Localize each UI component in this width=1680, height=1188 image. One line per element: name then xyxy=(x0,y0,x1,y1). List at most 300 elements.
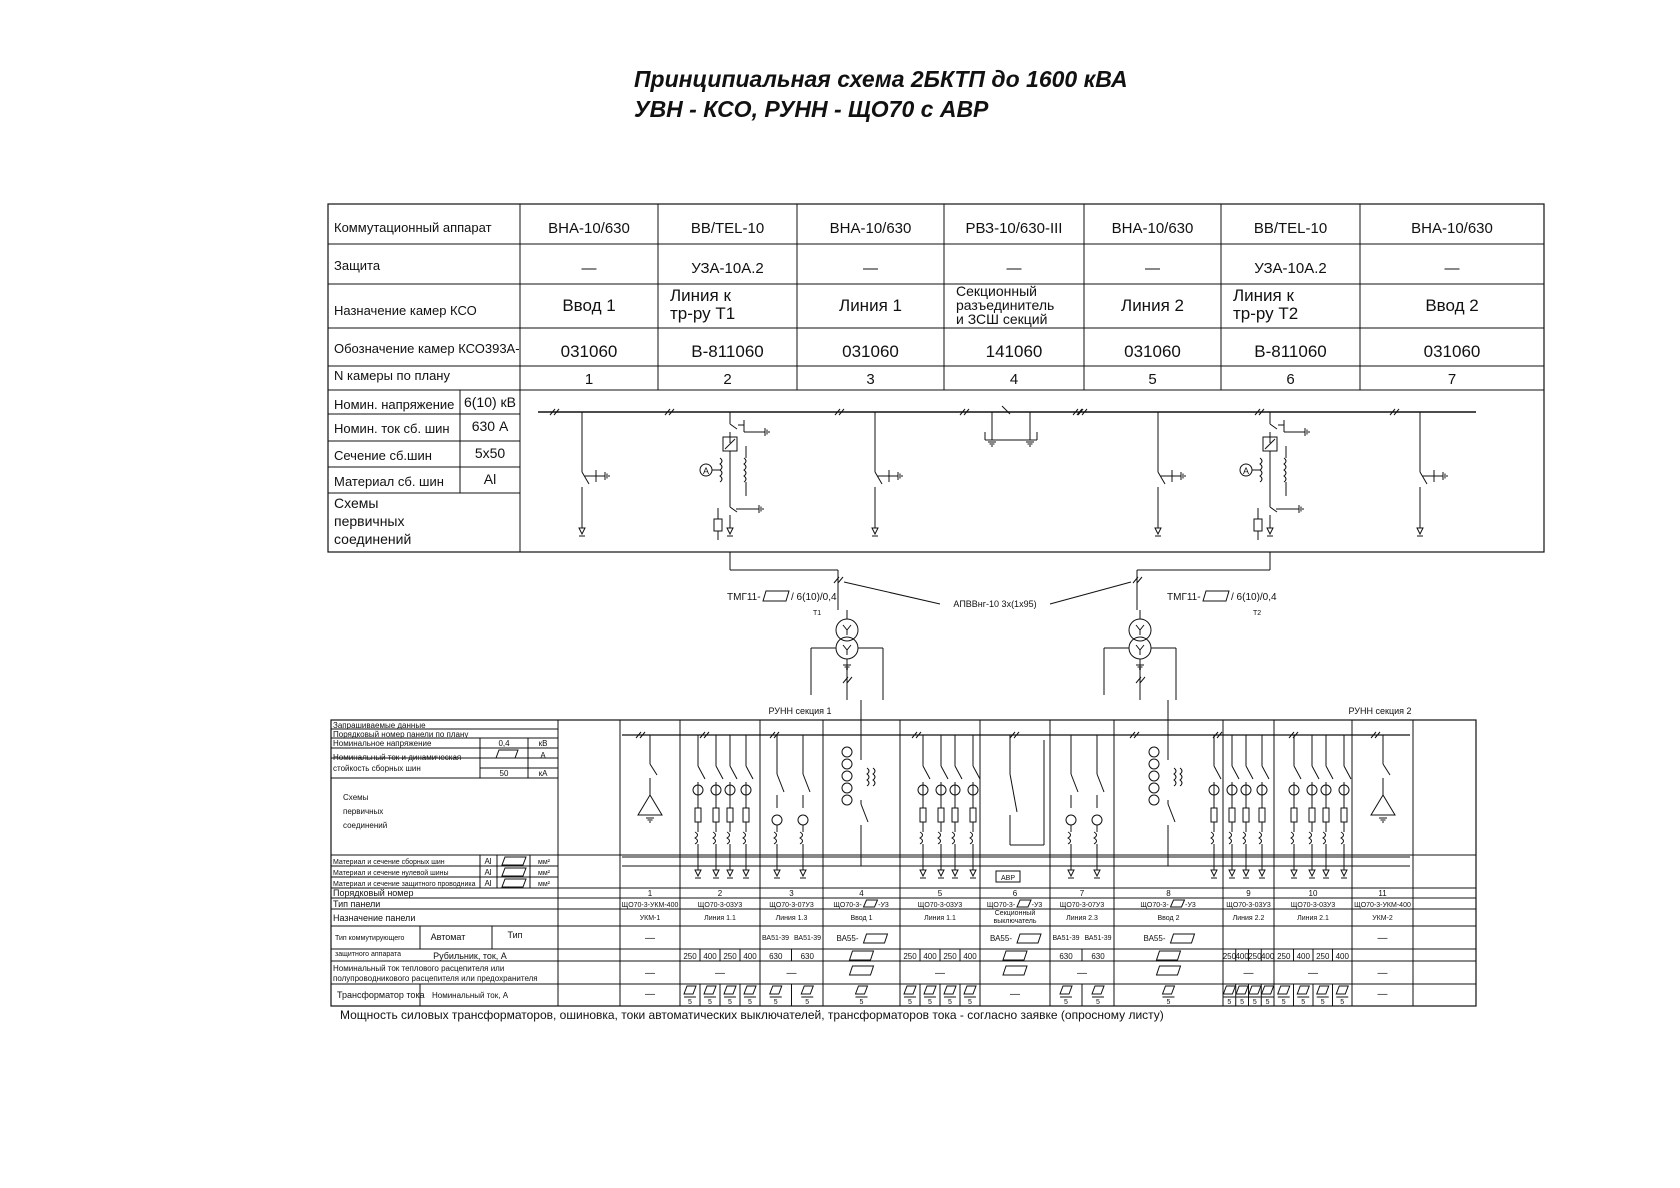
lv-ct-blank xyxy=(1278,986,1290,994)
ammeter-icon xyxy=(842,783,852,793)
switch-blade xyxy=(730,766,737,779)
switch-blade xyxy=(1246,766,1253,779)
lv-breaker-blank xyxy=(850,951,874,960)
lv-material-label: Материал и сечение сборных шин xyxy=(333,859,445,866)
lv-ct-nominal: 5 xyxy=(1166,999,1171,1006)
lv-breaker-switch-icon xyxy=(1262,762,1269,784)
lv-section-breaker-icon xyxy=(1010,770,1017,817)
lv-panel-purpose: УКМ-2 xyxy=(1372,915,1393,922)
hv-schemes-label: Схемы xyxy=(334,495,379,511)
switch-blade xyxy=(1010,774,1017,812)
fuse-icon xyxy=(743,808,749,822)
cable-end-icon xyxy=(1229,870,1235,878)
ammeter-icon xyxy=(1149,795,1159,805)
lv-panel-number: 4 xyxy=(859,889,864,898)
lv-breaker-current: 250 xyxy=(1316,952,1330,961)
ammeter-icon xyxy=(1092,815,1102,825)
hv-param-value: Al xyxy=(483,471,497,487)
hv-cell-protection: — xyxy=(1145,260,1160,277)
hv-cell-purpose: и ЗСШ секций xyxy=(956,311,1048,327)
hv-cell-number: 3 xyxy=(866,371,875,388)
cable-end-icon xyxy=(1417,528,1423,536)
lv-ct-nominal: 5 xyxy=(908,999,912,1006)
switch-blade xyxy=(1158,472,1165,484)
hv-cell-protection: — xyxy=(1444,260,1460,277)
lv-thermal-blank xyxy=(1157,966,1181,975)
fuse-icon xyxy=(1229,808,1235,822)
hv-cell-protection: — xyxy=(863,260,878,277)
lv-left-label: Номинальное напряжение xyxy=(333,739,432,748)
switch-blade xyxy=(1262,766,1269,779)
lv-panel-number: 9 xyxy=(1246,889,1251,898)
ammeter-icon xyxy=(842,771,852,781)
switch-blade xyxy=(1097,774,1104,792)
hv-cell-designation: В-811060 xyxy=(1254,342,1327,361)
hv-cell-purpose: Линия к xyxy=(1233,286,1294,305)
lv-disconnector-icon xyxy=(777,770,784,797)
switch-blade xyxy=(746,766,753,779)
lv-disconnector-icon xyxy=(1071,770,1078,797)
lv-thermal-blank xyxy=(850,966,874,975)
hv-cell-number: 2 xyxy=(723,371,732,388)
lv-ct-nominal: 5 xyxy=(708,999,712,1006)
lv-ct-blank xyxy=(1092,986,1104,994)
ct-coil-icon xyxy=(970,832,973,844)
hv-param-label: Сечение сб.шин xyxy=(334,448,432,463)
cable-label: АПВВнг-10 3х(1х95) xyxy=(953,599,1037,609)
hv-load-break-cell xyxy=(1417,412,1447,536)
star-symbol xyxy=(843,625,851,635)
lv-material-unit: мм² xyxy=(538,881,550,888)
hv-cell-purpose: Секционный xyxy=(956,283,1037,299)
ammeter-icon xyxy=(842,795,852,805)
fuse-icon xyxy=(695,808,701,822)
hv-param-label: Материал сб. шин xyxy=(334,474,444,489)
cable-end-icon xyxy=(695,870,701,878)
arrow-head xyxy=(743,870,749,876)
lv-material-blank xyxy=(502,879,526,887)
lv-ct-blank xyxy=(1262,986,1274,994)
hv-row-label: Коммутационный аппарат xyxy=(334,220,492,235)
arrow-head xyxy=(1094,870,1100,876)
lv-panel-purpose: Секционный xyxy=(994,910,1036,917)
cable-end-icon xyxy=(970,870,976,878)
cable-end-icon xyxy=(727,870,733,878)
lv-ukm-panel-1 xyxy=(638,735,662,822)
surge-arrester-icon xyxy=(1254,519,1262,531)
earth-icon xyxy=(1178,472,1185,480)
ct-coil-icon xyxy=(744,458,746,482)
lv-schemes-label: Схемы xyxy=(343,793,369,802)
capacitor-bank-icon xyxy=(638,795,662,815)
lv-ct-nominal: 5 xyxy=(1227,999,1232,1006)
cable-end-icon xyxy=(938,870,944,878)
lv-row-label: Тип xyxy=(507,930,523,940)
lv-disconnector-icon xyxy=(803,770,810,797)
hv-row-label: Обозначение камер КСО393А- xyxy=(334,341,520,356)
hv-cell-protection: УЗА-10А.2 xyxy=(691,260,764,277)
hv-breaker-cell-t2 xyxy=(1240,412,1309,540)
lv-automat-blank xyxy=(1017,934,1041,943)
hv-cell-purpose: Линия к xyxy=(670,286,731,305)
lv-ct-nominal: 5 xyxy=(968,999,972,1006)
switch-blade xyxy=(716,766,723,779)
lv-dash: — xyxy=(786,968,797,979)
arrow-head xyxy=(970,870,976,876)
lv-row-label: Назначение панели xyxy=(333,913,416,923)
ct-coil-icon xyxy=(952,832,955,844)
surge-arrester-icon xyxy=(714,519,722,531)
lv-material-value: Al xyxy=(484,868,492,877)
lv-breaker-current: 630 xyxy=(800,952,814,961)
lv-ct-blank xyxy=(1236,986,1248,994)
lv-panel-number: 2 xyxy=(717,889,723,898)
lv-panel-type-blank xyxy=(1017,900,1031,907)
section-knife xyxy=(1002,406,1010,414)
lv-panel-purpose: выключатель xyxy=(993,918,1037,925)
lv-breaker-current: 250 xyxy=(1248,952,1262,961)
ct-coil-icon xyxy=(1259,832,1262,844)
lv-panel-purpose: Линия 1.1 xyxy=(704,915,736,922)
lv-ct-nominal: 5 xyxy=(859,999,864,1006)
lv-breaker-current: 630 xyxy=(769,952,783,961)
lv-dash: — xyxy=(1308,968,1318,979)
ct-coil-icon xyxy=(720,458,722,482)
switch-blade xyxy=(923,766,930,779)
ct-coil-icon xyxy=(800,832,803,844)
switch-blade xyxy=(650,764,657,775)
lv-schemes-label: первичных xyxy=(343,807,384,816)
earth-down-icon xyxy=(1026,442,1034,446)
lv-breaker-current: 250 xyxy=(723,952,737,961)
lv-breaker-switch-icon xyxy=(1312,762,1319,784)
diagram-title-line2: УВН - КСО, РУНН - ЩО70 с АВР xyxy=(634,96,989,122)
earth-icon xyxy=(895,472,902,480)
cable-end-icon xyxy=(920,870,926,878)
cable-end-icon xyxy=(1341,870,1347,878)
lv-breaker-current: 250 xyxy=(943,952,957,961)
hv-disconnector-icon xyxy=(730,420,737,434)
lv-breaker-current: 400 xyxy=(743,952,757,961)
switch-blade xyxy=(1214,766,1221,779)
hv-table-grid xyxy=(328,204,1544,552)
cable-end-icon xyxy=(952,870,958,878)
fuse-icon xyxy=(1323,808,1329,822)
lv-ct-nominal: 5 xyxy=(1096,999,1100,1006)
lv-material-unit: мм² xyxy=(538,859,550,866)
lv-breaker-switch-icon xyxy=(923,762,930,784)
lv-row-label: Рубильник, ток, А xyxy=(433,951,507,961)
hv-load-break-switch-icon xyxy=(1420,468,1427,489)
hv-schemes-label: первичных xyxy=(334,513,405,529)
switch-blade xyxy=(955,766,962,779)
transformer-winding-lv xyxy=(1129,637,1151,659)
lv-ct-nominal: 5 xyxy=(1340,999,1345,1006)
switch-blade xyxy=(1071,774,1078,792)
arrow-head xyxy=(713,870,719,876)
cable-end-icon xyxy=(1094,870,1100,878)
cable-end-icon xyxy=(1068,870,1074,878)
lv-ct-nominal: 5 xyxy=(948,999,952,1006)
star-symbol xyxy=(1136,625,1144,635)
hv-cell-designation: 141060 xyxy=(985,342,1043,361)
transformer-power-blank xyxy=(1203,591,1229,601)
switch-blade xyxy=(941,766,948,779)
hv-cell-number: 6 xyxy=(1286,371,1295,388)
hv-cell-protection: УЗА-10А.2 xyxy=(1254,260,1327,277)
ct-coil-icon xyxy=(1309,832,1312,844)
lv-left-label: Номинальный ток и динамическая xyxy=(333,753,462,762)
lv-section-label: РУНН секция 2 xyxy=(1348,706,1412,716)
lv-dash: — xyxy=(645,989,655,1000)
ammeter-icon xyxy=(1149,783,1159,793)
lv-ct-blank xyxy=(1163,986,1175,994)
lv-breaker-switch-icon xyxy=(955,762,962,784)
lv-section-panel-6 xyxy=(996,735,1044,882)
leader-line xyxy=(1050,582,1131,604)
lv-voltage-value: 0,4 xyxy=(498,739,510,748)
hv-cell-number: 5 xyxy=(1148,371,1157,388)
lv-panel-number: 5 xyxy=(937,889,943,898)
switch-blade xyxy=(1168,804,1175,822)
fuse-icon xyxy=(727,808,733,822)
lv-panel-type: ЩО70-3-03У3 xyxy=(1226,902,1271,909)
hv-param-label: Номин. напряжение xyxy=(334,397,455,412)
ammeter-icon xyxy=(842,747,852,757)
hv-cell-purpose: тр-ру Т2 xyxy=(1233,304,1299,323)
lv-breaker-switch-icon xyxy=(1214,762,1221,784)
switch-blade xyxy=(861,804,868,822)
hv-cell-switch: ВВ/TEL-10 xyxy=(690,220,765,237)
lv-automat-type: ВА55- xyxy=(990,934,1012,943)
lv-unit: кВ xyxy=(538,739,548,748)
ct-coil-icon xyxy=(1323,832,1326,844)
ct-coil-icon xyxy=(873,768,875,786)
cable-end-icon xyxy=(1259,870,1265,878)
arrow-head xyxy=(1267,528,1273,534)
cable-end-icon xyxy=(727,528,733,536)
ct-coil-icon xyxy=(1180,768,1182,786)
lv-panel-purpose: Ввод 2 xyxy=(1157,915,1180,922)
hv-cell-designation: 031060 xyxy=(560,342,618,361)
lv-breaker-current: 250 xyxy=(903,952,917,961)
hv-table-text xyxy=(334,220,1493,547)
arrow-head xyxy=(579,528,585,534)
switch-blade xyxy=(1383,764,1390,775)
lv-ukm-panel-11 xyxy=(1371,735,1395,822)
ct-coil-icon xyxy=(1094,832,1097,844)
lv-breaker-switch-icon xyxy=(1246,762,1253,784)
lv-thermal-blank xyxy=(1003,966,1027,975)
cable-end-icon xyxy=(1211,870,1217,878)
arrow-head xyxy=(727,870,733,876)
switch-blade xyxy=(730,507,737,512)
hv-cell-designation: 031060 xyxy=(1124,342,1181,361)
lv-ct-blank xyxy=(1249,986,1261,994)
lv-panel-type: ЩО70-3-03У3 xyxy=(917,902,963,909)
lv-panel-type: ЩО70-3-УКМ-400 xyxy=(621,902,679,909)
lv-breaker-switch-icon xyxy=(746,762,753,784)
lv-ct-blank xyxy=(964,986,976,994)
lv-panel-type: ЩО70-3- xyxy=(986,902,1016,909)
cable-end-icon xyxy=(713,870,719,878)
lv-breaker-current: 400 xyxy=(1260,952,1275,961)
lv-ct-nominal: 5 xyxy=(773,999,778,1006)
switch-blade xyxy=(803,774,810,792)
switch-blade xyxy=(875,472,882,484)
hv-load-break-cell xyxy=(579,412,609,536)
lv-automat-type: ВА55- xyxy=(1143,934,1166,943)
hv-cell-purpose: Ввод 1 xyxy=(562,296,616,315)
lv-panel-type-blank xyxy=(864,900,878,907)
lv-ct-nominal: 5 xyxy=(1240,999,1245,1006)
hv-primary-scheme xyxy=(538,406,1476,540)
lv-schemes-label: соединений xyxy=(343,821,388,830)
lv-unit: кА xyxy=(538,769,548,778)
lv-material-blank xyxy=(502,857,526,865)
switch-blade xyxy=(1312,766,1319,779)
hv-cell-purpose: тр-ру Т1 xyxy=(670,304,736,323)
lv-current-blank xyxy=(496,750,518,758)
earth-down-icon xyxy=(988,442,996,446)
hv-row-label: N камеры по плану xyxy=(334,368,450,383)
transformer-type: ТМГ11- xyxy=(727,592,761,603)
transformer-type: ТМГ11- xyxy=(1167,592,1201,603)
cable-end-icon xyxy=(1155,528,1161,536)
lv-panel-type-suffix: -У3 xyxy=(1031,902,1043,909)
earth-down-icon xyxy=(1379,818,1387,822)
fuse-icon xyxy=(952,808,958,822)
lv-breaker-switch-icon xyxy=(730,762,737,784)
switch-blade xyxy=(730,424,737,429)
lv-input-panel-8 xyxy=(1149,700,1182,866)
cable-end-icon xyxy=(1291,870,1297,878)
lv-row-label: Номинальный ток, А xyxy=(431,991,509,1000)
lv-breaker-blank xyxy=(1157,951,1181,960)
lv-panel-type-suffix: -У3 xyxy=(878,902,889,909)
transformer-tag: Т1 xyxy=(813,610,822,617)
lv-material-value: Al xyxy=(484,857,492,866)
leader-line xyxy=(844,582,940,604)
ammeter-icon xyxy=(1149,747,1159,757)
cable-end-icon xyxy=(1243,870,1249,878)
lv-section-label: РУНН секция 1 xyxy=(768,706,832,716)
switch-blade xyxy=(777,774,784,792)
lv-panel-number: 10 xyxy=(1308,889,1318,898)
earth-icon xyxy=(602,472,609,480)
fuse-icon xyxy=(1309,808,1315,822)
cable-end-icon xyxy=(800,870,806,878)
transformer-voltage: / 6(10)/0,4 xyxy=(1231,592,1277,603)
lv-row-label: Тип панели xyxy=(333,899,381,909)
ammeter-icon xyxy=(798,815,808,825)
earth-down-icon xyxy=(646,818,654,822)
lv-material-label: Материал и сечение нулевой шины xyxy=(333,870,449,877)
lv-ct-blank xyxy=(924,986,936,994)
hv-load-break-switch-icon xyxy=(582,468,589,489)
lv-row-label: Тип коммутирующего xyxy=(335,935,405,942)
hv-cell-switch: ВНА-10/630 xyxy=(548,220,630,237)
fuse-icon xyxy=(1291,808,1297,822)
lv-breaker-current: 400 xyxy=(1235,952,1249,961)
fuse-icon xyxy=(1341,808,1347,822)
switch-blade xyxy=(1344,766,1351,779)
lv-panel-number: 7 xyxy=(1079,889,1085,898)
hv-cell-number: 7 xyxy=(1447,371,1457,388)
hv-earth-switch-icon xyxy=(1270,503,1277,517)
cable-end-icon xyxy=(579,528,585,536)
lv-input-panel-4 xyxy=(842,700,875,866)
lv-breaker-current: 250 xyxy=(1277,952,1291,961)
lv-ct-nominal: 5 xyxy=(688,999,692,1006)
lv-material-value: Al xyxy=(484,879,492,888)
lv-breaker-switch-icon xyxy=(698,762,705,784)
transformer-t1 xyxy=(727,591,883,700)
lv-ct-blank xyxy=(801,986,813,994)
lv-ct-blank xyxy=(770,986,782,994)
ammeter-label: А xyxy=(1242,466,1250,476)
ct-coil-icon xyxy=(1174,768,1176,786)
hv-cell-designation: 031060 xyxy=(1423,342,1481,361)
lv-switch-icon xyxy=(1383,760,1390,780)
hv-cell-switch: ВНА-10/630 xyxy=(1411,220,1493,237)
lv-material-label: Материал и сечение защитного проводника xyxy=(333,881,476,888)
fuse-icon xyxy=(970,808,976,822)
switch-blade xyxy=(1294,766,1301,779)
lv-row-label: Трансформатор тока xyxy=(337,990,425,1000)
lv-dash: — xyxy=(1377,968,1388,979)
lv-row-label: защитного аппарата xyxy=(335,951,401,958)
lv-left-label: Запрашиваемые данные xyxy=(333,721,426,730)
arrow-head xyxy=(1229,870,1235,876)
lv-panel-purpose: Линия 1.3 xyxy=(775,915,808,922)
switch-blade xyxy=(1420,472,1427,484)
lv-ct-blank xyxy=(1223,986,1235,994)
arrow-head xyxy=(774,870,780,876)
switch-blade xyxy=(1232,766,1239,779)
arrow-head xyxy=(1309,870,1315,876)
lv-breaker-switch-icon xyxy=(941,762,948,784)
fuse-icon xyxy=(1259,808,1265,822)
lv-automat-type: ВА51-39 xyxy=(761,935,790,942)
arrow-head xyxy=(872,528,878,534)
lv-automat-type: ВА51-39 xyxy=(1052,935,1080,942)
fuse-icon xyxy=(1243,808,1249,822)
lv-panel-purpose: Линия 1.1 xyxy=(924,915,956,922)
lv-ct-nominal: 5 xyxy=(1320,999,1325,1006)
lv-ct-blank xyxy=(684,986,696,994)
lv-breaker-current: 400 xyxy=(923,952,937,961)
hv-load-break-switch-icon xyxy=(1158,468,1165,489)
lv-ct-nominal: 5 xyxy=(928,999,932,1006)
lv-automat-type: ВА51-39 xyxy=(793,935,822,942)
ct-coil-icon xyxy=(867,768,869,786)
lv-automat-type: ВА55- xyxy=(836,934,859,943)
lv-row-label: Номинальный ток теплового расцепителя или xyxy=(333,964,505,973)
lv-panel-purpose: УКМ-1 xyxy=(639,915,661,922)
ct-coil-icon xyxy=(1260,458,1262,482)
lv-dyn-value: 50 xyxy=(499,769,509,778)
earth-icon xyxy=(756,505,763,513)
hv-load-break-switch-icon xyxy=(875,468,882,489)
cable-end-icon xyxy=(1323,870,1329,878)
lv-panel-type: ЩО70-3-03У3 xyxy=(697,902,743,909)
lv-panel-type-blank xyxy=(1171,900,1185,907)
lv-breaker-switch-icon xyxy=(1326,762,1333,784)
arrow-head xyxy=(695,870,701,876)
ct-coil-icon xyxy=(1341,832,1344,844)
lv-panel-number: 1 xyxy=(647,889,653,898)
